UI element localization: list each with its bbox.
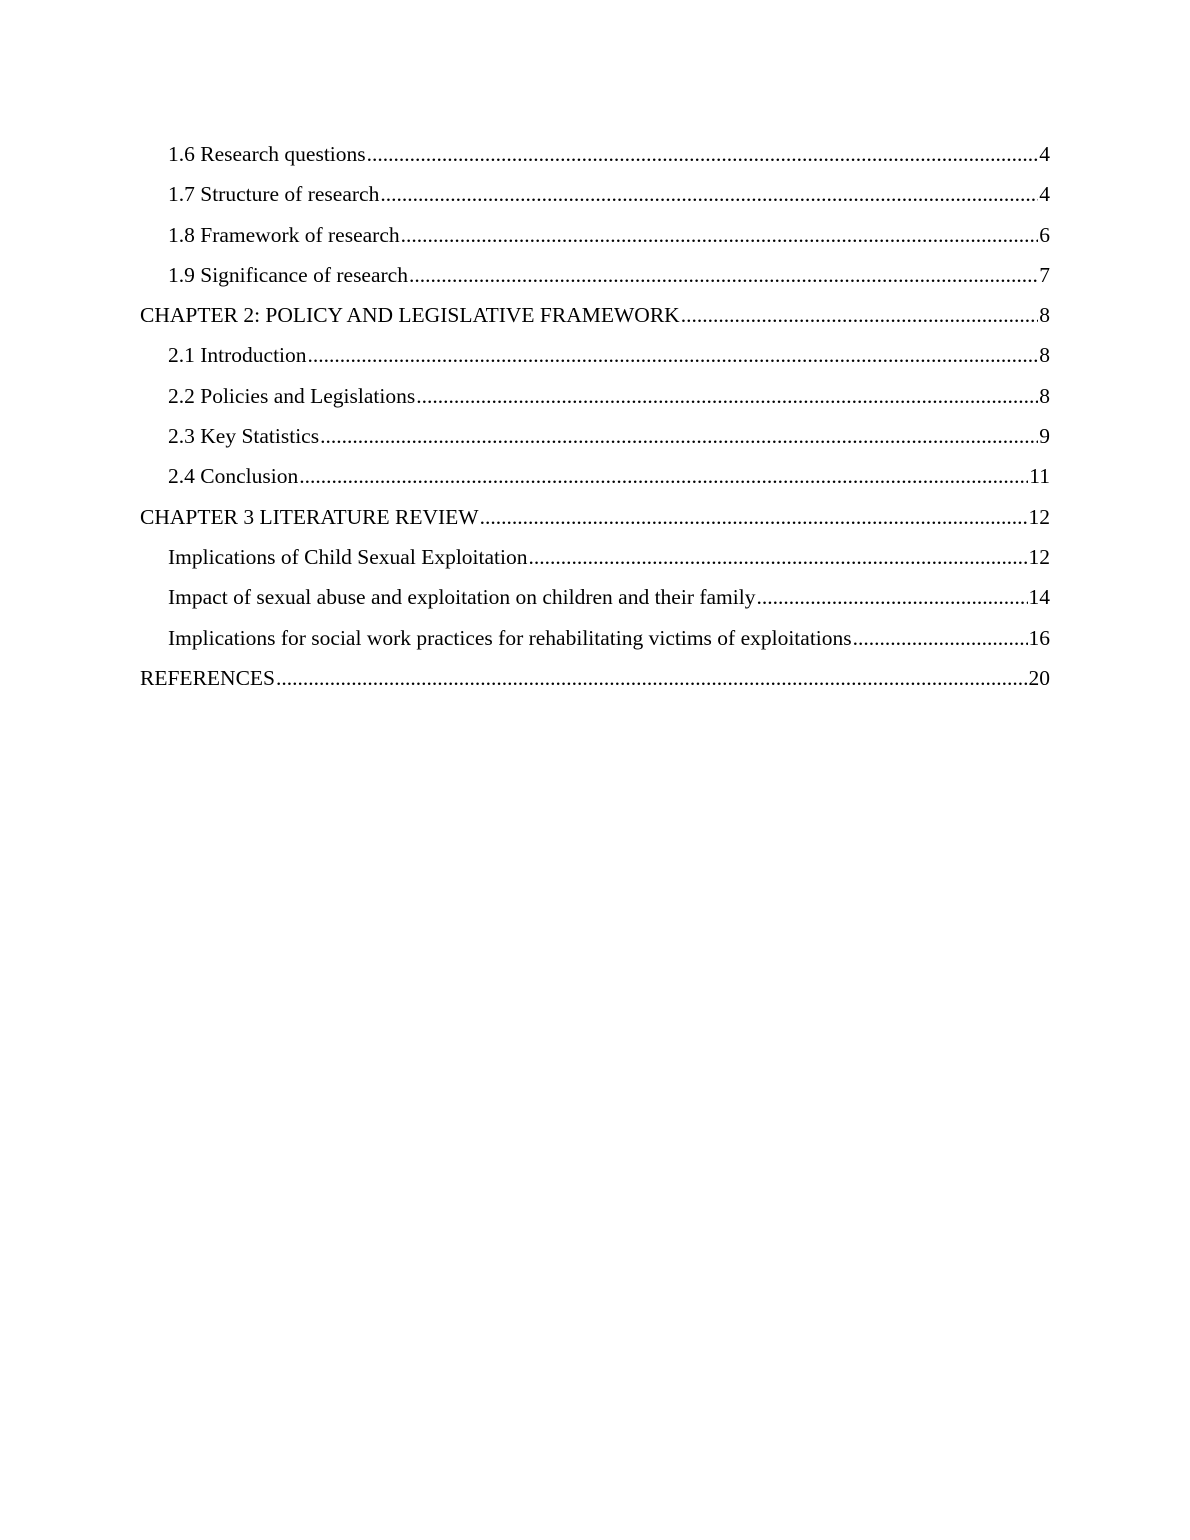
toc-page-number: 8: [1039, 383, 1050, 408]
toc-entry-title[interactable]: 1.9 Significance of research: [168, 262, 408, 287]
toc-entry[interactable]: [140, 658, 1050, 698]
toc-entry-title[interactable]: 2.2 Policies and Legislations: [168, 383, 416, 408]
toc-dot-leader: [409, 255, 1038, 295]
toc-entry-title[interactable]: CHAPTER 2: POLICY AND LEGISLATIVE FRAMEWORK: [140, 303, 680, 328]
toc-entry[interactable]: [140, 255, 1050, 295]
toc-entry-title[interactable]: CHAPTER 3 LITERATURE REVIEW: [140, 504, 479, 529]
toc-entry-title[interactable]: Implications of Child Sexual Exploitation: [168, 544, 528, 569]
toc-page-number: 4: [1039, 182, 1050, 207]
toc-page-number: 9: [1039, 424, 1050, 449]
toc-entry[interactable]: [140, 134, 1050, 174]
toc-entry[interactable]: [140, 416, 1050, 456]
toc-dot-leader: [320, 416, 1038, 456]
toc-entry-title[interactable]: 2.4 Conclusion: [168, 464, 299, 489]
toc-entry[interactable]: [140, 335, 1050, 375]
toc-page-number: 12: [1028, 544, 1050, 569]
toc-page-number: 7: [1039, 262, 1050, 287]
toc-entry-title[interactable]: REFERENCES: [140, 665, 275, 690]
toc-dot-leader: [853, 618, 1028, 658]
toc-entry[interactable]: [140, 618, 1050, 658]
toc-entry[interactable]: [140, 295, 1050, 335]
toc-entry[interactable]: [140, 215, 1050, 255]
toc-entry[interactable]: [140, 537, 1050, 577]
toc-page-number: 12: [1028, 504, 1050, 529]
toc-dot-leader: [367, 134, 1039, 174]
toc-dot-leader: [380, 174, 1038, 214]
toc-page-number: 20: [1028, 665, 1050, 690]
toc-dot-leader: [308, 335, 1039, 375]
toc-dot-leader: [299, 456, 1028, 496]
toc-dot-leader: [401, 215, 1039, 255]
toc-entry-title[interactable]: Impact of sexual abuse and exploitation on children and their family: [168, 585, 756, 610]
toc-dot-leader: [681, 295, 1039, 335]
toc-dot-leader: [276, 658, 1028, 698]
toc-page-number: 14: [1028, 585, 1050, 610]
table-of-contents: [140, 134, 1050, 698]
toc-entry-title[interactable]: 2.1 Introduction: [168, 343, 307, 368]
toc-entry[interactable]: [140, 497, 1050, 537]
toc-entry-title[interactable]: 1.6 Research questions: [168, 142, 366, 166]
toc-entry[interactable]: [140, 577, 1050, 617]
toc-dot-leader: [756, 577, 1027, 617]
toc-page-number: 8: [1039, 303, 1050, 328]
toc-page-number: 16: [1028, 625, 1050, 650]
toc-page-number: 11: [1029, 464, 1050, 489]
toc-entry-title[interactable]: 1.7 Structure of research: [168, 182, 380, 207]
toc-dot-leader: [480, 497, 1028, 537]
toc-entry[interactable]: [140, 456, 1050, 496]
toc-entry-title[interactable]: 1.8 Framework of research: [168, 222, 400, 247]
toc-entry-title[interactable]: Implications for social work practices for rehabilitating victims of exploitations: [168, 625, 852, 650]
toc-page-number: 8: [1039, 343, 1050, 368]
toc-dot-leader: [416, 376, 1038, 416]
toc-page-number: 6: [1039, 222, 1050, 247]
toc-entry[interactable]: [140, 174, 1050, 214]
toc-page-number: 4: [1039, 142, 1050, 166]
toc-entry[interactable]: [140, 376, 1050, 416]
toc-dot-leader: [529, 537, 1028, 577]
toc-entry-title[interactable]: 2.3 Key Statistics: [168, 424, 320, 449]
